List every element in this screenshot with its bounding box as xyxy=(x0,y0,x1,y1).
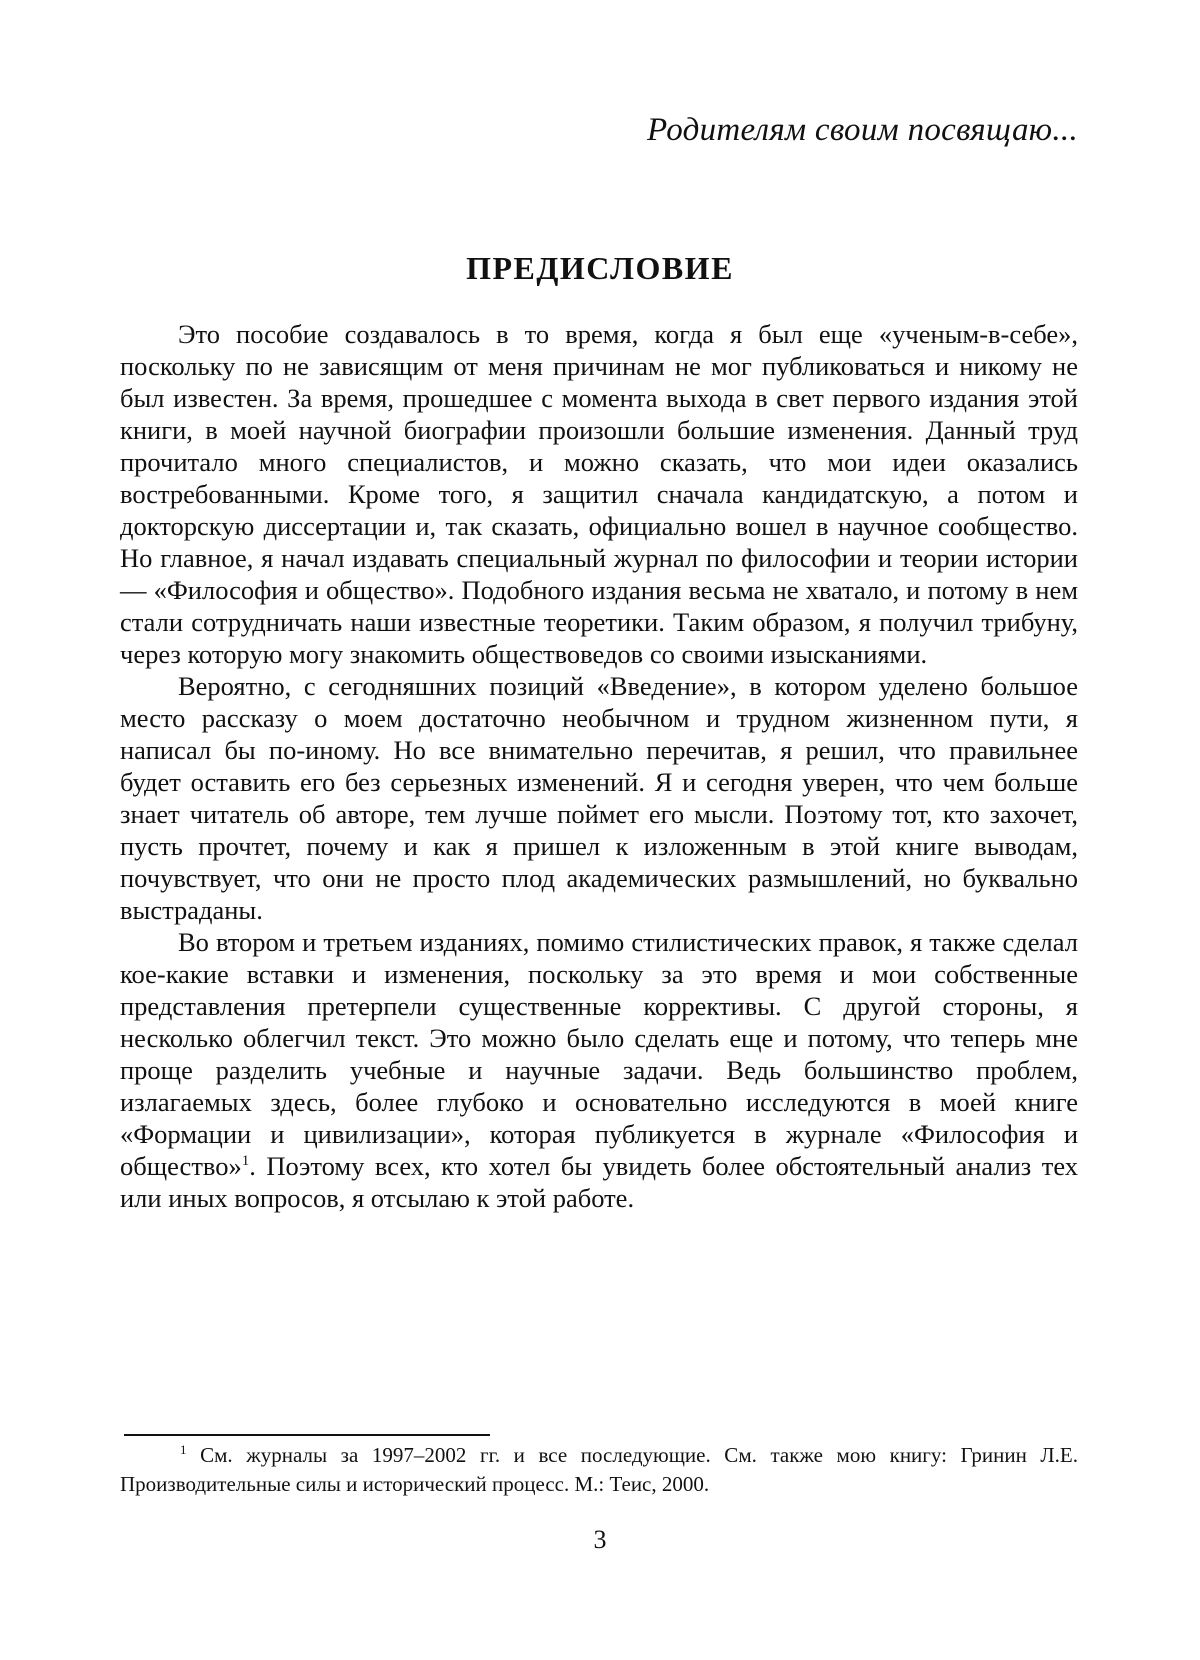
paragraph-3-text: Во втором и третьем изданиях, помимо стилистических правок, я также сделал кое-какие вставки и изменения, поскольку за это время и мои собственные представления претерпели существенные коррективы. С другой стороны, я несколько облегчил текст. Это можно было сделать еще и потому, что теперь мне проще разделить учебные и научные задачи. Ведь большинство проблем, излагаемых здесь, более глубоко и основательно исследуются в моей книге «Формации и цивилизации», которая публикуется в журнале «Философия и общество» xyxy=(120,927,1078,1181)
footnote-text: См. журналы за 1997–2002 гг. и все последующие. См. также мою книгу: Гринин Л.Е. Производительные силы и исторический процесс. М.: Теис, 2000. xyxy=(120,1443,1078,1496)
page-number: 3 xyxy=(593,1525,607,1554)
paragraph-2: Вероятно, с сегодняшних позиций «Введение», в котором уделено большое место рассказу о моем достаточно необычном и трудном жизненном пути, я написал бы по-иному. Но все внимательно перечитав, я решил, что правильнее будет оставить его без серьезных изменений. Я и сегодня уверен, что чем больше знает читатель об авторе, тем лучше поймет его мысли. Поэтому тот, кто захочет, пусть прочтет, почему и как я пришел к изложенным в этой книге выводам, почувствует, что они не просто плод академических размышлений, но буквально выстраданы. xyxy=(120,671,1078,925)
dedication: Родителям своим посвящаю... xyxy=(647,112,1078,148)
preface-body xyxy=(120,318,1078,1214)
footnote xyxy=(120,1441,1078,1499)
footnote-marker: 1 xyxy=(180,1442,187,1457)
page-title: ПРЕДИСЛОВИЕ xyxy=(466,250,734,286)
paragraph-1: Это пособие создавалось в то время, когда я был еще «ученым-в-себе», поскольку по не зависящим от меня причинам не мог публиковаться и никому не был известен. За время, прошедшее с момента выхода в свет первого издания этой книги, в моей научной биографии произошли большие изменения. Данный труд прочитало много специалистов, и можно сказать, что мои идеи оказались востребованными. Кроме того, я защитил сначала кандидатскую, а потом и докторскую диссертации и, так сказать, официально вошел в научное сообщество. Но главное, я начал издавать специальный журнал по философии и теории истории — «Философия и общество». Подобного издания весьма не хватало, и потому в нем стали сотрудничать наши известные теоретики. Таким образом, я получил трибуну, через которую могу знакомить обществоведов со своими изысканиями. xyxy=(120,319,1078,669)
paragraph-3-text-end: . Поэтому всех, кто хотел бы увидеть более обстоятельный анализ тех или иных вопросов, я отсылаю к этой работе. xyxy=(120,1151,1078,1213)
footnote-reference: 1 xyxy=(241,1153,250,1170)
footnote-divider xyxy=(124,1434,490,1436)
paragraph-3 xyxy=(120,926,1078,1214)
